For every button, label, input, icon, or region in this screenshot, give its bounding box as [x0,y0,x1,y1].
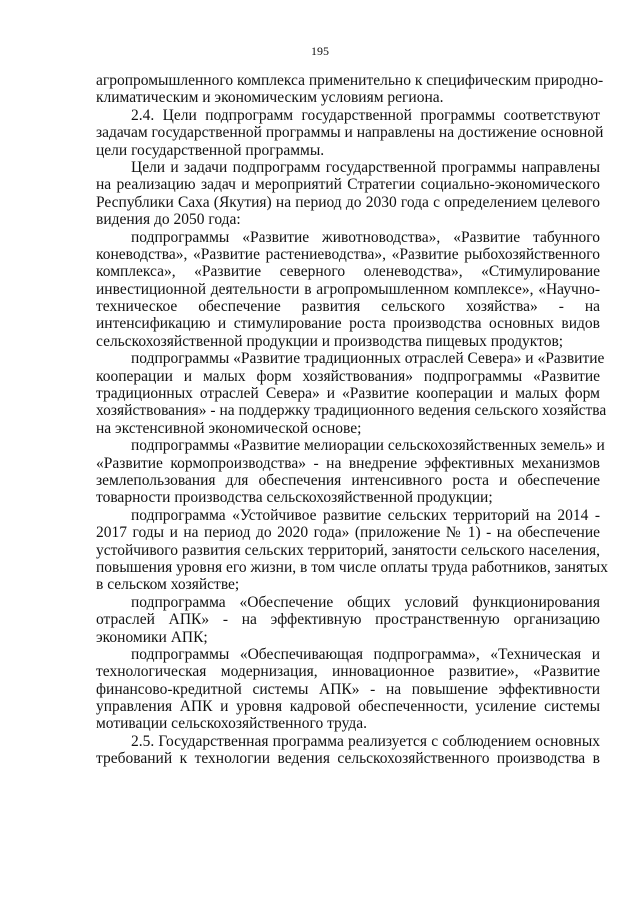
text-line: подпрограммы «Развитие животноводства», «Развитие табунного [131,228,600,246]
text-line: отраслей АПК» - на эффективную пространственную организацию [96,611,600,629]
text-line: на реализацию задач и мероприятий Стратегии социально-экономического [96,176,600,194]
text-line: задачам государственной программы и направлены на достижение основной [96,124,604,142]
text-line: комплекса», «Развитие северного оленеводства», «Стимулирование [96,263,600,281]
text-line: хозяйствования» - на поддержку традиционного ведения сельского хозяйства [96,402,607,420]
text-line: в сельском хозяйстве; [96,576,240,594]
text-line: подпрограммы «Обеспечивающая подпрограмма», «Техническая и [131,645,600,663]
text-line: финансово-кредитной системы АПК» - на повышение эффективности [96,680,600,698]
text-line: 2017 годы и на период до 2020 года» (приложение № 1) - на обеспечение [96,524,600,542]
text-line: подпрограммы «Развитие мелиорации сельскохозяйственных земель» и [131,437,605,455]
text-line: интенсификацию и стимулирование роста производства основных видов [96,315,600,333]
text-line: управления АПК и уровня кадровой обеспеченности, усиление системы [96,698,600,716]
text-line: экономики АПК; [96,628,208,646]
text-line: технологическая модернизация, инновационное развитие», «Развитие [96,663,600,681]
text-line: климатическим и экономическим условиям региона. [96,89,444,107]
text-line: кооперации и малых форм хозяйствования» подпрограммы «Развитие [96,367,600,385]
text-line: устойчивого развития сельских территорий, занятости сельского населения, [96,541,600,559]
text-line: Республики Саха (Якутия) на период до 2030 года с определением целевого [96,193,600,211]
page-number: 195 [311,44,329,58]
text-line: подпрограммы «Развитие традиционных отраслей Севера» и «Развитие [131,350,605,368]
text-line: традиционных отраслей Севера» и «Развитие кооперации и малых форм [96,385,600,403]
text-line: на экстенсивной экономической основе; [96,419,362,437]
text-line: «Развитие кормопроизводства» - на внедрение эффективных механизмов [96,454,600,472]
text-line: сельскохозяйственной продукции и производства пищевых продуктов; [96,332,564,350]
text-line: цели государственной программы. [96,141,325,159]
text-line: инвестиционной деятельности в агропромышленном комплексе», «Научно- [96,280,600,298]
text-line: видения до 2050 года: [96,211,241,229]
text-line: землепользования для обеспечения интенсивного роста и обеспечение [96,471,600,489]
text-line: техническое обеспечение развития сельского хозяйства» - на [96,298,600,316]
text-line: мотивации сельскохозяйственного труда. [96,715,367,733]
text-line: 2.5. Государственная программа реализуется с соблюдением основных [131,732,600,750]
text-line: товарности производства сельскохозяйственной продукции; [96,489,493,507]
text-line: 2.4. Цели подпрограмм государственной программы соответствуют [131,106,600,124]
text-line: Цели и задачи подпрограмм государственной программы направлены [131,158,600,176]
text-line: требований к технологии ведения сельскохозяйственного производства в [96,750,600,768]
text-line: повышения уровня его жизни, в том числе оплаты труда работников, занятых [96,558,608,576]
document-body [96,72,608,768]
text-line: агропромышленного комплекса применительно к специфическим природно- [96,72,604,89]
text-line: коневодства», «Развитие растениеводства», «Развитие рыбохозяйственного [96,245,600,263]
text-line: подпрограмма «Обеспечение общих условий функционирования [131,593,600,611]
text-line: подпрограмма «Устойчивое развитие сельских территорий на 2014 - [131,506,600,524]
